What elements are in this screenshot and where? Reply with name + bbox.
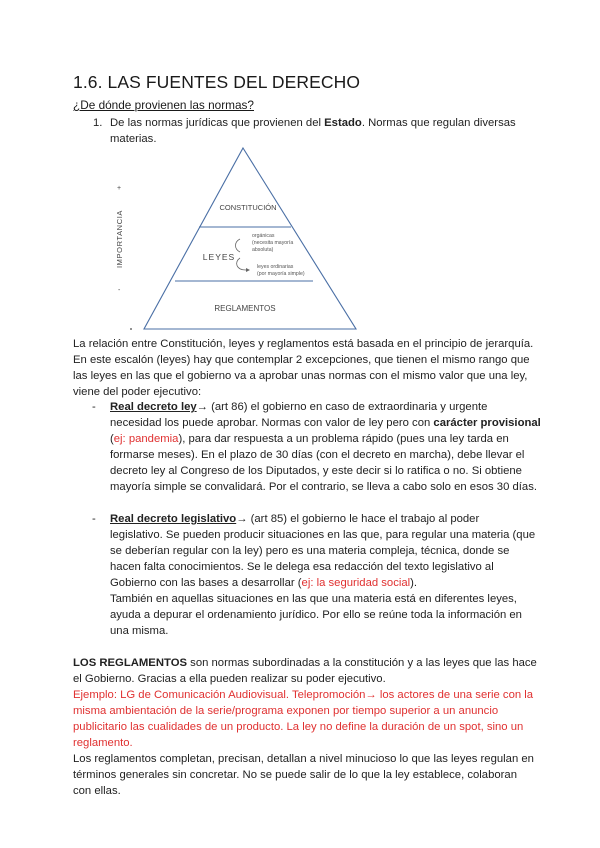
note-mayoria-simple: (por mayoría simple) — [257, 271, 305, 277]
item-1-title: Real decreto ley — [110, 401, 197, 413]
reglamentos-line-5: con ellas. — [73, 785, 121, 797]
reglamentos-line-4: términos generales sin concretar. No se puede salir de lo que la ley establece, colaboran — [73, 769, 517, 781]
item-1-l2-text: necesidad los puede aprobar. Normas con valor de ley pero con — [110, 417, 434, 429]
item-1-line-2 — [110, 415, 541, 431]
reglamentos-line-3: Los reglamentos completan, precisan, detallan a nivel minucioso lo que las leyes regulan en — [73, 753, 534, 765]
hierarchy-pyramid — [100, 148, 370, 333]
note-mayoria-absoluta: (necesita mayoría — [252, 240, 294, 246]
item-1-line-4: formarse meses). En el plazo de 30 días (con el decreto en marcha), debe llevar el — [110, 449, 525, 461]
item-2-title: Real decreto legislativo — [110, 513, 237, 525]
item-1-line-1 — [110, 399, 487, 415]
example-line-2: misma ambientación de la serie/programa exponen por tiempo superior a un anuncio — [73, 705, 499, 717]
list-item-bold: Estado — [324, 117, 362, 129]
para-1-line-4: viene del poder ejecutivo: — [73, 386, 202, 398]
note-absoluta: absoluta) — [252, 247, 274, 253]
axis-minus: - — [118, 287, 121, 294]
item-2-l1-rest: → (art 85) el gobierno le hace el trabajo al poder — [236, 513, 480, 525]
item-2-line-6: También en aquellas situaciones en las que una materia está en diferentes leyes, — [110, 593, 517, 605]
item-2-l5-text: Gobierno con las bases a desarrollar ( — [110, 577, 302, 589]
note-organicas: orgánicas — [252, 233, 275, 239]
section-question: ¿De dónde provienen las normas? — [73, 98, 254, 112]
pyramid-label-top: CONSTITUCIÓN — [219, 203, 277, 212]
bullet-dash-1: - — [92, 401, 96, 413]
note-leyes-ordinarias: leyes ordinarias — [257, 264, 294, 270]
item-1-line-3 — [110, 431, 509, 447]
item-2-line-8: una misma. — [110, 625, 169, 637]
item-2-line-1 — [110, 511, 479, 527]
item-1-line-6: mayoría simple se convalidará. Por el contrario, se lleva a cabo solo en esos 30 días. — [110, 481, 537, 493]
item-2-line-7: ayuda a depurar el ordenamiento jurídico. Por ello se reúne toda la información en — [110, 609, 522, 621]
reglamentos-line-1 — [73, 655, 537, 671]
example-line-4: reglamento. — [73, 737, 133, 749]
reglamentos-l1-rest: son normas subordinadas a la constitución y a las leyes que las hace — [187, 657, 537, 669]
item-1-l1-rest: → (art 86) el gobierno en caso de extraordinaria y urgente — [196, 401, 488, 413]
list-number: 1. — [93, 117, 103, 129]
item-2-l5-red: ej: la seguridad social — [301, 577, 411, 589]
example-line-3: publicitario las cualidades de un producto. La ley no define la duración de un spot, sino un — [73, 721, 524, 733]
item-1-l2-bold: carácter provisional — [433, 417, 541, 429]
reglamentos-line-2: el Gobierno. Gracias a ella pueden realizar su poder ejecutivo. — [73, 673, 386, 685]
item-2-line-3: se deberían regular con la ley) pero es una materia compleja, técnica, donde se — [110, 545, 510, 557]
item-2-line-5 — [110, 575, 417, 591]
pyramid-label-bottom: REGLAMENTOS — [214, 304, 276, 313]
item-2-l5-close: ). — [410, 577, 418, 589]
pyramid-outline — [144, 148, 356, 329]
axis-plus: + — [117, 185, 122, 192]
item-1-l3-red: ej: pandemia — [113, 433, 179, 445]
list-item-text-2: . Normas que regulan diversas — [361, 117, 516, 129]
axis-label-importancia: IMPORTANCIA — [115, 210, 124, 268]
list-item-1-line2: materias. — [110, 133, 157, 145]
pyramid-label-middle: LEYES — [202, 252, 236, 262]
pyramid-svg — [100, 148, 370, 333]
page-title: 1.6. LAS FUENTES DEL DERECHO — [73, 72, 361, 92]
item-1-line-5: decreto ley al Congreso de los Diputados, y este decir si lo ratifica o no. Si obtiene — [110, 465, 522, 477]
bullet-dash-2: - — [92, 513, 96, 525]
list-item-1 — [110, 115, 516, 131]
list-item-text: De las normas jurídicas que provienen del — [110, 117, 325, 129]
axis-dot — [130, 328, 132, 330]
reglamentos-bold: LOS REGLAMENTOS — [73, 657, 188, 669]
para-1-line-2: En este escalón (leyes) hay que contemplar 2 excepciones, que tienen el mismo rango que — [73, 354, 530, 366]
para-1-line-3: las leyes en las que el gobierno va a aprobar unas normas con el mismo valor que una ley, — [73, 370, 528, 382]
example-line-1: Ejemplo: LG de Comunicación Audiovisual. Telepromoción→ los actores de una serie con la — [73, 689, 534, 701]
item-1-l3-rest: ), para dar respuesta a un problema rápido (pues una ley tarda en — [178, 433, 509, 445]
item-2-line-2: legislativo. Se pueden producir situaciones en las que, para regular una materia (que — [110, 529, 536, 541]
para-1-line-1: La relación entre Constitución, leyes y reglamentos está basada en el principio de jerarquía. — [73, 338, 534, 350]
item-1-l3-open: ( — [110, 433, 114, 445]
item-2-line-4: hacen falta conocimientos. Se le delega esa redacción del texto legislativo al — [110, 561, 494, 573]
